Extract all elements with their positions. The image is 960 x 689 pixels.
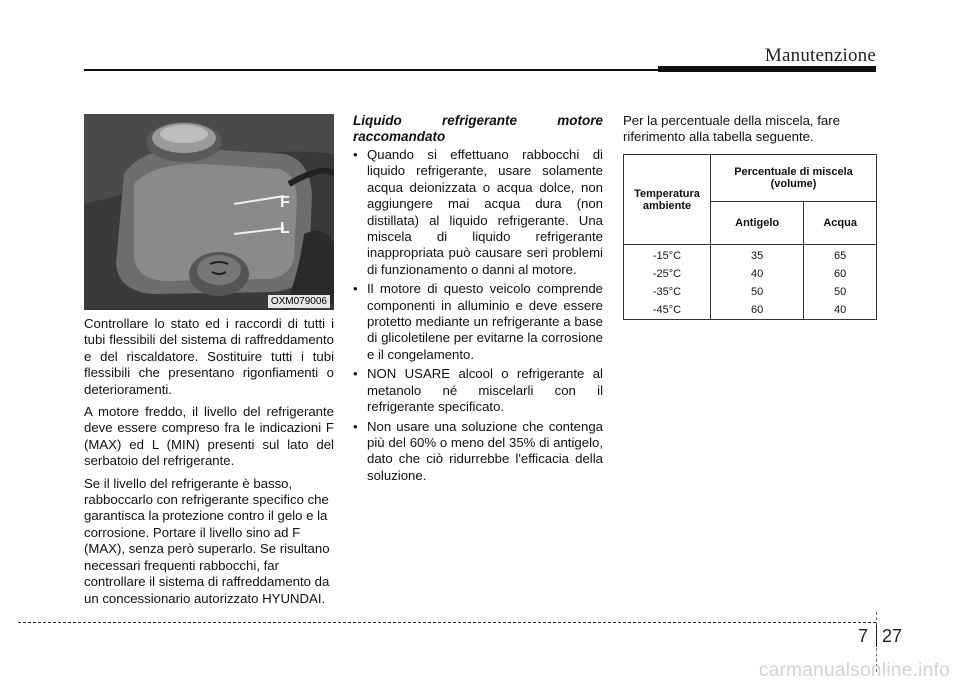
figure-code: OXM079006 xyxy=(268,295,330,308)
table-cell: -35°C xyxy=(624,283,711,301)
table-row xyxy=(624,245,877,266)
level-label-f: F xyxy=(280,194,290,211)
page-number: 27 xyxy=(882,626,903,646)
table-row xyxy=(624,265,877,283)
table-cell: 50 xyxy=(804,283,877,301)
list-item: • NON USARE alcool o refrigerante al metanolo né miscelarli con il refrigerante specificato. xyxy=(353,366,603,415)
table-cell: 65 xyxy=(804,245,877,266)
paragraph: Controllare lo stato ed i raccordi di tutti i tubi flessibili del sistema di raffreddamento e del riscaldatore. Sostituire tutti i tubi flessibili che presentano rigonfiamenti o deterioramenti. xyxy=(84,316,334,397)
header-temperature: Temperatura ambiente xyxy=(624,155,711,245)
section-number: 7 xyxy=(858,626,869,646)
header-mixture: Percentuale di miscela (volume) xyxy=(711,155,877,202)
coolant-reservoir-photo xyxy=(84,114,334,310)
footer-separator xyxy=(876,625,877,647)
footer-rule xyxy=(18,622,876,623)
section-heading: Liquido refrigerante motore raccomandato xyxy=(353,113,603,144)
coolant-mixture-table xyxy=(623,154,877,320)
table-cell: -15°C xyxy=(624,245,711,266)
table-cell: 40 xyxy=(711,265,804,283)
table-row xyxy=(624,283,877,301)
table-cell: 60 xyxy=(804,265,877,283)
table-cell: 60 xyxy=(711,301,804,320)
header-thick-bar xyxy=(658,66,876,72)
paragraph: Se il livello del refrigerante è basso, rabboccarlo con refrigerante specifico che garantisca la protezione contro il gelo e la corrosione. Portare il livello sino ad F (MAX), senza però superarlo. Se risultano necessari frequenti rabbocchi, far controllare il sistema di raffreddamento da un concessionario autorizzato HYUNDAI. xyxy=(84,475,330,606)
list-item: • Il motore di questo veicolo comprende componenti in alluminio e deve essere protetto mediante un refrigerante a base di glicoletilene per evitarne la corrosione e il congelamento. xyxy=(353,281,603,363)
engine-bay-illustration xyxy=(84,114,334,310)
table-cell: -25°C xyxy=(624,265,711,283)
coolant-bullet-list xyxy=(353,147,603,484)
table-cell: -45°C xyxy=(624,301,711,320)
list-item: • Non usare una soluzione che contenga più del 60% o meno del 35% di antigelo, dato che ciò ridurrebbe l'efficacia della soluzione. xyxy=(353,419,603,485)
list-item: • Quando si effettuano rabbocchi di liquido refrigerante, usare solamente acqua deionizzata o acqua dolce, non aggiungere mai acqua dura (non distillata) al liquido refrigerante. Una miscela di liquido refrigerante inappropriata può causare seri problemi di funzionamento o danni al motore. xyxy=(353,147,603,278)
header-title: Manutenzione xyxy=(764,45,876,66)
table-intro: Per la percentuale della miscela, fare riferimento alla tabella seguente. xyxy=(623,113,840,145)
level-label-l: L xyxy=(280,220,290,237)
table-cell: 40 xyxy=(804,301,877,320)
table-cell: 35 xyxy=(711,245,804,266)
watermark: carmanualsonline.info xyxy=(758,660,950,681)
left-column-text xyxy=(84,316,334,613)
middle-column-text xyxy=(353,113,603,487)
header-acqua: Acqua xyxy=(804,202,877,245)
header-antigelo: Antigelo xyxy=(711,202,804,245)
table-row xyxy=(624,301,877,320)
paragraph: A motore freddo, il livello del refrigerante deve essere compreso fra le indicazioni F (MAX) ed L (MIN) presenti sul lato del serbatoio del refrigerante. xyxy=(84,404,334,469)
table-cell: 50 xyxy=(711,283,804,301)
right-column-text xyxy=(623,113,877,152)
